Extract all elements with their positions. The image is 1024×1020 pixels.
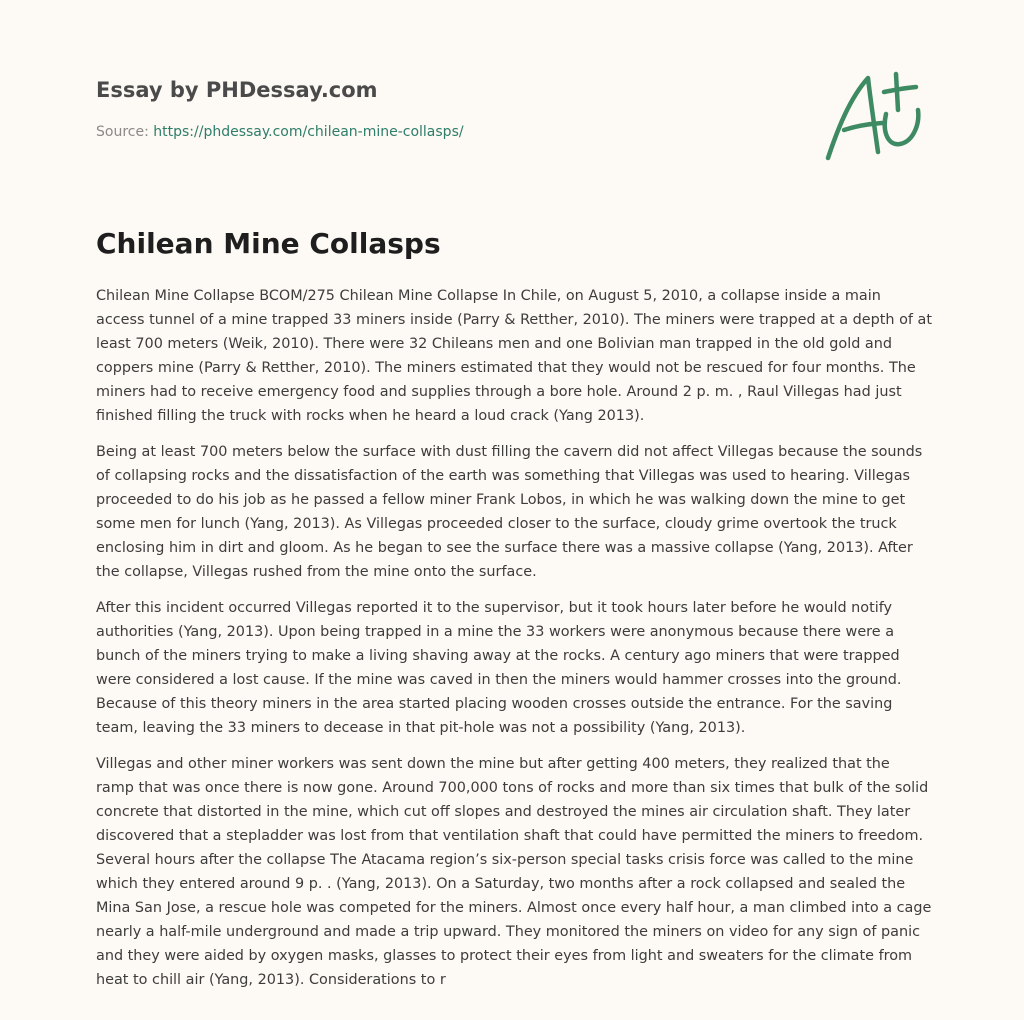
a-plus-grade-icon [818,66,930,166]
source-label: Source: [96,124,149,140]
page-header [96,74,796,142]
source-link[interactable]: https://phdessay.com/chilean-mine-collasps/ [153,124,464,140]
site-brand: Essay by PHDessay.com [96,78,378,102]
paragraph: Being at least 700 meters below the surface with dust filling the cavern did not affect Villegas because the sounds of collapsing rocks and the dissatisfaction of the earth was something that Villegas was used to hearing. Villegas proceeded to do his job as he passed a fellow miner Frank Lobos, in which he was walking down the mine to get some men for lunch (Yang, 2013). As Villegas proceeded closer to the surface, cloudy grime overtook the truck enclosing him in dirt and gloom. As he began to see the surface there was a massive collapse (Yang, 2013). After the collapse, Villegas rushed from the mine onto the surface. [96,444,923,580]
paragraph: Villegas and other miner workers was sent down the mine but after getting 400 meters, they realized that the ramp that was once there is now gone. Around 700,000 tons of rocks and more than six times that bulk of the solid concrete that distorted in the mine, which cut off slopes and destroyed the mines air circulation shaft. They later discovered that a stepladder was lost from that ventilation shaft that could have permitted the miners to freedom. Several hours after the collapse The Atacama region’s six-person special tasks crisis force was called to the mine which they entered around 9 p. . (Yang, 2013). On a Saturday, two months after a rock collapsed and sealed the Mina San Jose, a rescue hole was competed for the miners. Almost once every half hour, a man climbed into a cage nearly a half-mile underground and made a trip upward. They monitored the miners on video for any sign of panic and they were aided by oxygen masks, glasses to protect their eyes from light and sweaters for the climate from heat to chill air (Yang, 2013). Considerations to r [96,756,932,988]
paragraph: After this incident occurred Villegas reported it to the supervisor, but it took hours later before he would notify authorities (Yang, 2013). Upon being trapped in a mine the 33 workers were anonymous because there were a bunch of the miners trying to make a living shaving away at the rocks. A century ago miners that were trapped were considered a lost cause. If the mine was caved in then the miners would hammer crosses into the ground. Because of this theory miners in the area started placing wooden crosses outside the entrance. For the saving team, leaving the 33 miners to decease in that pit-hole was not a possibility (Yang, 2013). [96,600,902,736]
paragraph: Chilean Mine Collapse BCOM/275 Chilean Mine Collapse In Chile, on August 5, 2010, a collapse inside a main access tunnel of a mine trapped 33 miners inside (Parry & Retther, 2010). The miners were trapped at a depth of at least 700 meters (Weik, 2010). There were 32 Chileans men and one Bolivian man trapped in the old gold and coppers mine (Parry & Retther, 2010). The miners estimated that they would not be rescued for four months. The miners had to receive emergency food and supplies through a bore hole. Around 2 p. m. , Raul Villegas had just finished filling the truck with rocks when he heard a loud crack (Yang 2013). [96,288,932,424]
article-body [96,284,932,1020]
page-title: Chilean Mine Collasps [96,227,441,260]
source-line [96,122,796,142]
